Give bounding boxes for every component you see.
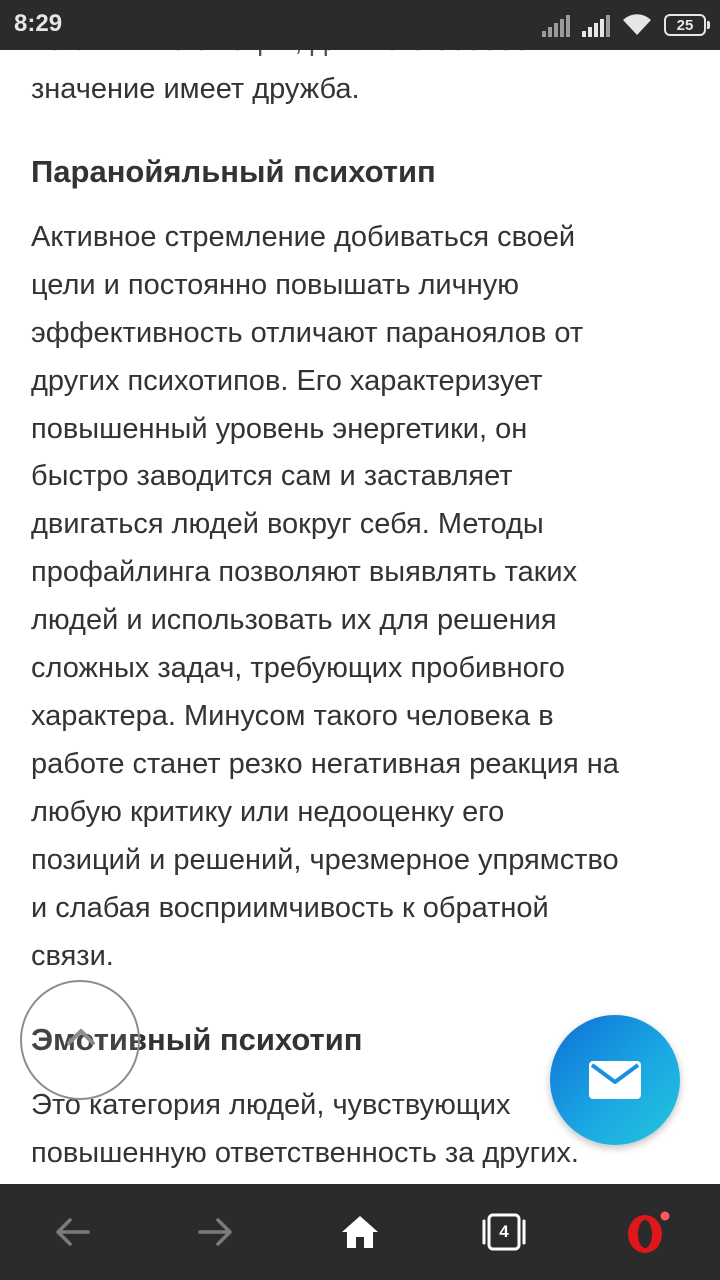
status-bar (0, 0, 720, 50)
opera-logo-icon (625, 1209, 671, 1255)
arrow-right-icon (198, 1217, 234, 1247)
browser-bottom-nav (0, 1184, 720, 1280)
section-heading-paranoid: Паранойяльный психотип (31, 154, 436, 189)
article-text-line: позиций и решений, чрезмерное упрямство (31, 844, 619, 876)
back-button[interactable] (27, 1184, 117, 1280)
section-heading-emotive: Эмотивный психотип (31, 1022, 363, 1057)
article-text-line: других психотипов. Его характеризует (31, 365, 543, 397)
article-text-line: повышенный уровень энергетики, он (31, 413, 528, 445)
signal-icon (542, 13, 570, 37)
article-text-line: связи. (31, 940, 114, 972)
article-text-line: значение имеет дружба. (31, 73, 360, 105)
battery-icon (664, 14, 706, 36)
mail-icon (589, 1061, 641, 1099)
article-text-line: Это категория людей, чувствующих (31, 1089, 511, 1121)
mail-button[interactable] (550, 1015, 680, 1145)
wifi-icon (622, 13, 652, 37)
article-text-line: Активное стремление добиваться своей (31, 221, 576, 253)
scroll-to-top-button[interactable] (20, 980, 140, 1100)
status-time: 8:29 (14, 10, 63, 37)
opera-menu-button[interactable] (603, 1184, 693, 1280)
home-icon (340, 1214, 380, 1250)
arrow-left-icon (54, 1217, 90, 1247)
article-text-line: эффективность отличают параноялов от (31, 317, 584, 349)
article-text-line: двигаться людей вокруг себя. Методы (31, 508, 544, 540)
article-text-line: повышенную ответственность за других. (31, 1137, 579, 1169)
home-button[interactable] (315, 1184, 405, 1280)
article-text-line: характера. Минусом такого человека в (31, 700, 554, 732)
status-icons (542, 10, 706, 40)
tabs-count: 4 (499, 1222, 509, 1241)
battery-level: 25 (676, 16, 694, 34)
article-text-line: работе станет резко негативная реакция на (31, 748, 619, 780)
article-text-line: цели и постоянно повышать личную (31, 269, 520, 301)
tabs-icon (480, 1212, 528, 1252)
article-text-line: и слабая восприимчивость к обратной (31, 892, 549, 924)
article-text-line: профайлинга позволяют выявлять таких (31, 556, 578, 588)
article-text-line: любую критику или недооценку его (31, 796, 505, 828)
chevron-up-icon (66, 1026, 96, 1048)
article-text-line: сложных задач, требующих пробивного (31, 652, 565, 684)
signal-icon (582, 13, 610, 37)
forward-button[interactable] (171, 1184, 261, 1280)
article-text-line: быстро заводится сам и заставляет (31, 460, 513, 492)
tabs-button[interactable] (459, 1184, 549, 1280)
article-text-line: людей и использовать их для решения (31, 604, 557, 636)
